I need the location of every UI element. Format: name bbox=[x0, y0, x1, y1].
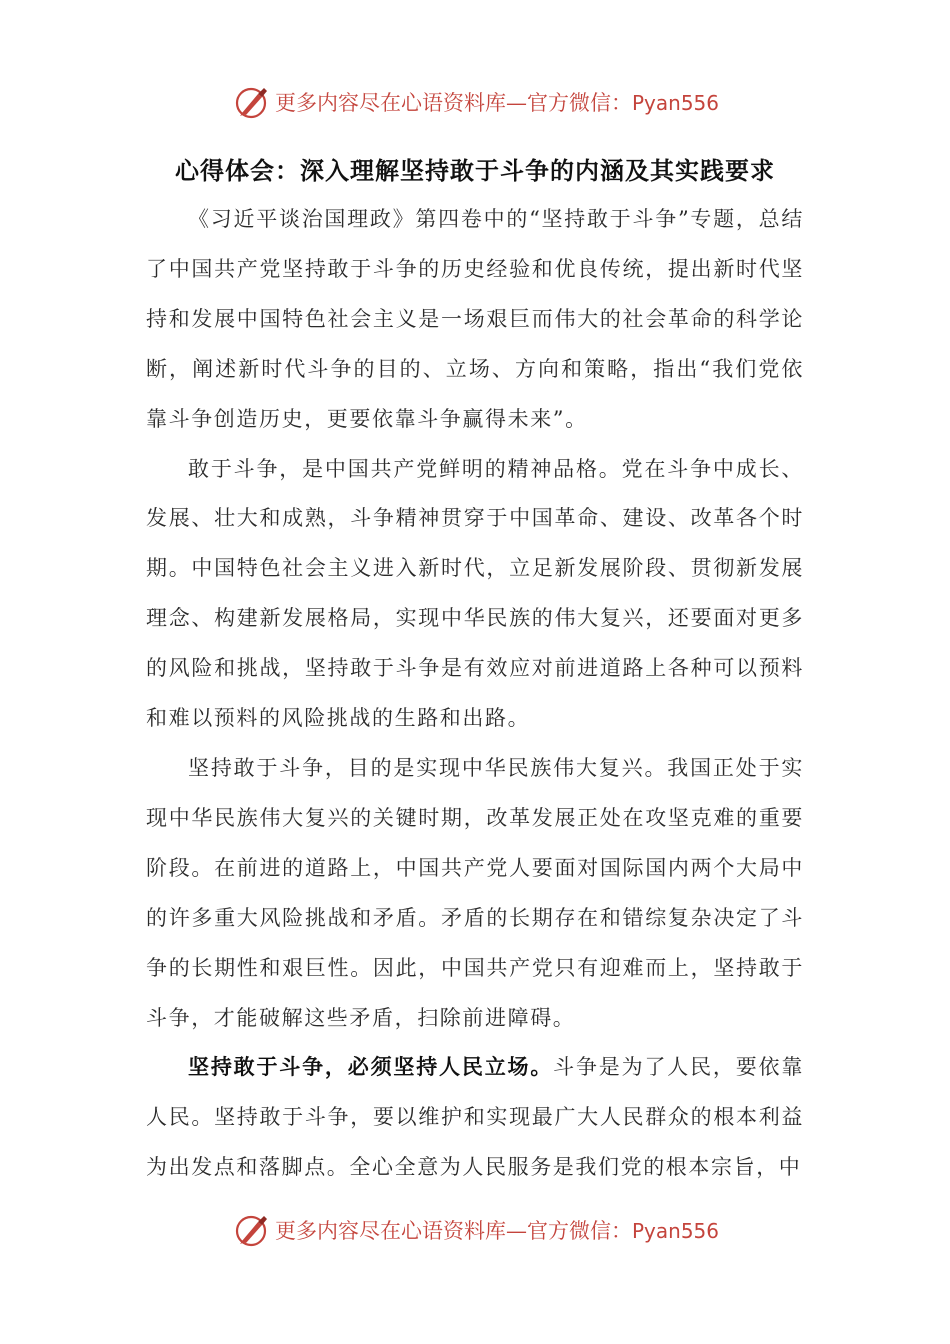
footer-banner bbox=[0, 1208, 950, 1252]
header-banner bbox=[0, 80, 950, 124]
wechat-id: Pyan556 bbox=[631, 1219, 719, 1243]
paragraph-lead: 坚持敢于斗争，必须坚持人民立场。 bbox=[188, 1055, 554, 1080]
page-title: 心得体会：深入理解坚持敢于斗争的内涵及其实践要求 bbox=[175, 157, 775, 185]
paragraph: 敢于斗争，是中国共产党鲜明的精神品格。党在斗争中成长、发展、壮大和成熟，斗争精神贯穿于中国革命、建设、改革各个时期。中国特色社会主义进入新时代，立足新发展阶段、贯彻新发展理念、构建新发展格局，实现中华民族的伟大复兴，还要面对更多的风险和挑战，坚持敢于斗争是有效应对前进道路上各种可以预料和难以预料的风险挑战的生路和出路。 bbox=[146, 456, 804, 731]
paragraph: 《习近平谈治国理政》第四卷中的“坚持敢于斗争”专题，总结了中国共产党坚持敢于斗争的历史经验和优良传统，提出新时代坚持和发展中国特色社会主义是一场艰巨而伟大的社会革命的科学论断，阐述新时代斗争的目的、立场、方向和策略，指出“我们党依靠斗争创造历史，更要依靠斗争赢得未来”。 bbox=[146, 207, 804, 431]
paragraph: 坚持敢于斗争，目的是实现中华民族伟大复兴。我国正处于实现中华民族伟大复兴的关键时期，改革发展正处在攻坚克难的重要阶段。在前进的道路上，中国共产党人要面对国际国内两个大局中的许多重大风险挑战和矛盾。矛盾的长期存在和错综复杂决定了斗争的长期性和艰巨性。因此，中国共产党只有迎难而上，坚持敢于斗争，才能破解这些矛盾，扫除前进障碍。 bbox=[146, 755, 804, 1030]
article-body bbox=[146, 195, 804, 1193]
pen-nib-logo-icon bbox=[231, 1210, 271, 1250]
pen-nib-logo-icon bbox=[231, 82, 271, 122]
banner-text: 更多内容尽在心语资料库—官方微信：Pyan556 bbox=[274, 1219, 719, 1243]
paragraph: 坚持敢于斗争，必须坚持人民立场。斗争是为了人民，要依靠人民。坚持敢于斗争，要以维护和实现最广大人民群众的根本利益为出发点和落脚点。全心全意为人民服务是我们党的根本宗旨，中 bbox=[146, 1055, 804, 1180]
wechat-id: Pyan556 bbox=[631, 91, 719, 115]
banner-text: 更多内容尽在心语资料库—官方微信：Pyan556 bbox=[274, 91, 719, 115]
